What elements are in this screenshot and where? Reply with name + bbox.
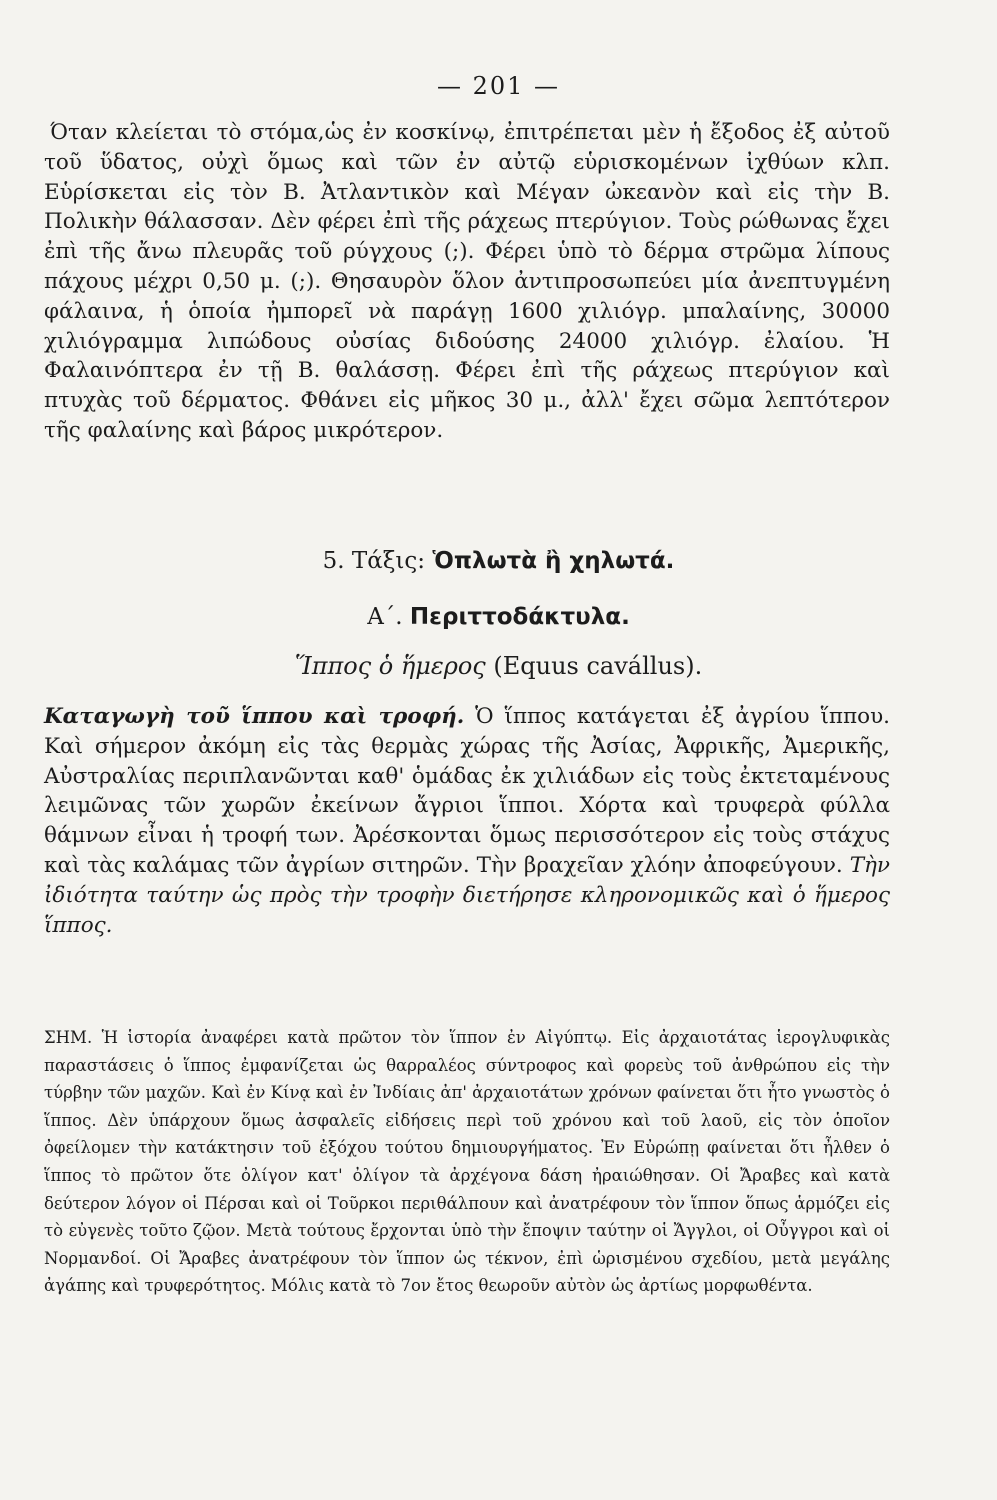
history-note: ΣΗΜ. Ἡ ἱστορία ἀναφέρει κατὰ πρῶτον τὸν ἵππον ἐν Αἰγύπτῳ. Εἰς ἀρχαιοτάτας ἱερογλυφικὰς παραστάσεις ὁ ἵππος ἐμφανίζεται ὡς θαρραλέος σύντροφος καὶ φορεὺς τοῦ ἀνθρώπου εἰς τὴν τύρβην τῶν μαχῶν. Καὶ ἐν Κίνᾳ καὶ ἐν Ἰνδίαις ἀπ' ἀρχαιοτάτων χρόνων φαίνεται ὅτι ἦτο γνωστὸς ὁ ἵππος. Δὲν ὑπάρχουν ὅμως ἀσφαλεῖς εἰδήσεις περὶ τοῦ χρόνου καὶ τοῦ λαοῦ, εἰς τὸν ὁποῖον ὀφείλομεν τὴν κατάκτησιν τοῦ ἐξόχου τούτου δημιουργήματος. Ἐν Εὐρώπῃ φαίνεται ὅτι ἦλθεν ὁ ἵππος τὸ πρῶτον ὅτε ὀλίγον κατ' ὀλίγον τὰ ἀρχέγονα δάση ἠραιώθησαν. Οἱ Ἄραβες καὶ κατὰ δεύτερον λόγον οἱ Πέρσαι καὶ οἱ Τοῦρκοι περιθάλπουν καὶ ἀνατρέφουν τὸν ἵππον ὅπως ἁρμόζει εἰς τὸ εὐγενὲς τοῦτο ζῷον. Μετὰ τούτους ἔρχονται ὑπὸ τὴν ἔποψιν ταύτην οἱ Ἄγγλοι, οἱ Οὖγγροι καὶ οἱ Νορμανδοί. Οἱ Ἄραβες ἀνατρέφουν τὸν ἵππον ὡς τέκνον, ἐπὶ ὡρισμένου σχεδίου, μετὰ μεγάλης ἀγάπης καὶ τρυφερότητος. Μόλις κατὰ τὸ 7ον ἔτος θεωροῦν αὐτὸν ὡς ἀρτίως μορφωθέντα. xyxy=(44,1028,890,1296)
order-heading-prefix: 5. Τάξις: xyxy=(322,548,433,574)
species-greek-name: Ἵππος ὁ ἥμερος xyxy=(294,652,486,680)
species-latin-name: (Equus cavállus). xyxy=(485,652,703,680)
suborder-heading xyxy=(0,604,997,630)
paragraph-lead-in: Καταγωγὴ τοῦ ἵππου καὶ τροφή. xyxy=(44,704,465,729)
horse-origin-paragraph xyxy=(44,702,890,940)
paragraph-body: Ὁ ἵππος κατάγεται ἐξ ἀγρίου ἵππου. Καὶ σήμερον ἀκόμη εἰς τὰς θερμὰς χώρας τῆς Ἀσίας, Ἀφρικῆς, Ἀμερικῆς, Αὐστραλίας περιπλανῶνται καθ' ὁμάδας ἐκ χιλιάδων εἰς τοὺς ἐκτεταμένους λειμῶνας τῶν χωρῶν ἐκείνων ἄγριοι ἵπποι. Χόρτα καὶ τρυφερὰ φύλλα θάμνων εἶναι ἡ τροφή των. Ἀρέσκονται ὅμως περισσότερον εἰς τοὺς στάχυς καὶ τὰς καλάμας τῶν ἀγρίων σιτηρῶν. Τὴν βραχεῖαν χλόην ἀποφεύγουν. xyxy=(44,704,890,878)
order-heading-name: Ὁπλωτὰ ἢ χηλωτά. xyxy=(432,548,675,574)
whale-paragraph: Όταν κλείεται τὸ στόμα,ὡς ἐν κοσκίνῳ, ἐπιτρέπεται μὲν ἡ ἔξοδος ἐξ αὐτοῦ τοῦ ὕδατος, οὐχὶ ὅμως καὶ τῶν ἐν αὐτῷ εὑρισκομένων ἰχθύων κλπ. Εὑρίσκεται εἰς τὸν Β. Ἀτλαντικὸν καὶ Μέγαν ὠκεανὸν καὶ εἰς τὴν Β. Πολικὴν θάλασσαν. Δὲν φέρει ἐπὶ τῆς ράχεως πτερύγιον. Τοὺς ρώθωνας ἔχει ἐπὶ τῆς ἄνω πλευρᾶς τοῦ ρύγχους (;). Φέρει ὑπὸ τὸ δέρμα στρῶμα λίπους πάχους μέχρι 0,50 μ. (;). Θησαυρὸν ὅλον ἀντιπροσωπεύει μία ἀνεπτυγμένη φάλαινα, ἡ ὁποία ἠμπορεῖ νὰ παράγῃ 1600 χιλιόγρ. μπαλαίνης, 30000 χιλιόγραμμα λιπώδους οὐσίας διδούσης 24000 χιλιόγρ. ἐλαίου. Ἡ Φαλαινόπτερα ἐν τῇ Β. θαλάσσῃ. Φέρει ἐπὶ τῆς ράχεως πτερύγιον καὶ πτυχὰς τοῦ δέρματος. Φθάνει εἰς μῆκος 30 μ., ἀλλ' ἔχει σῶμα λεπτότερον τῆς φαλαίνης καὶ βάρος μικρότερον. xyxy=(44,120,890,443)
species-heading xyxy=(0,652,997,680)
suborder-heading-prefix: Α΄. xyxy=(367,604,410,630)
paragraph-italic-remark: Τὴν ἰδιότητα ταύτην ὡς πρὸς τὴν τροφὴν διετήρησε κληρονομικῶς καὶ ὁ ἥμερος ἵππος. xyxy=(44,852,890,938)
page-number: — 201 — xyxy=(436,72,561,100)
suborder-heading-name: Περιττοδάκτυλα. xyxy=(409,604,630,630)
order-heading xyxy=(0,548,997,574)
